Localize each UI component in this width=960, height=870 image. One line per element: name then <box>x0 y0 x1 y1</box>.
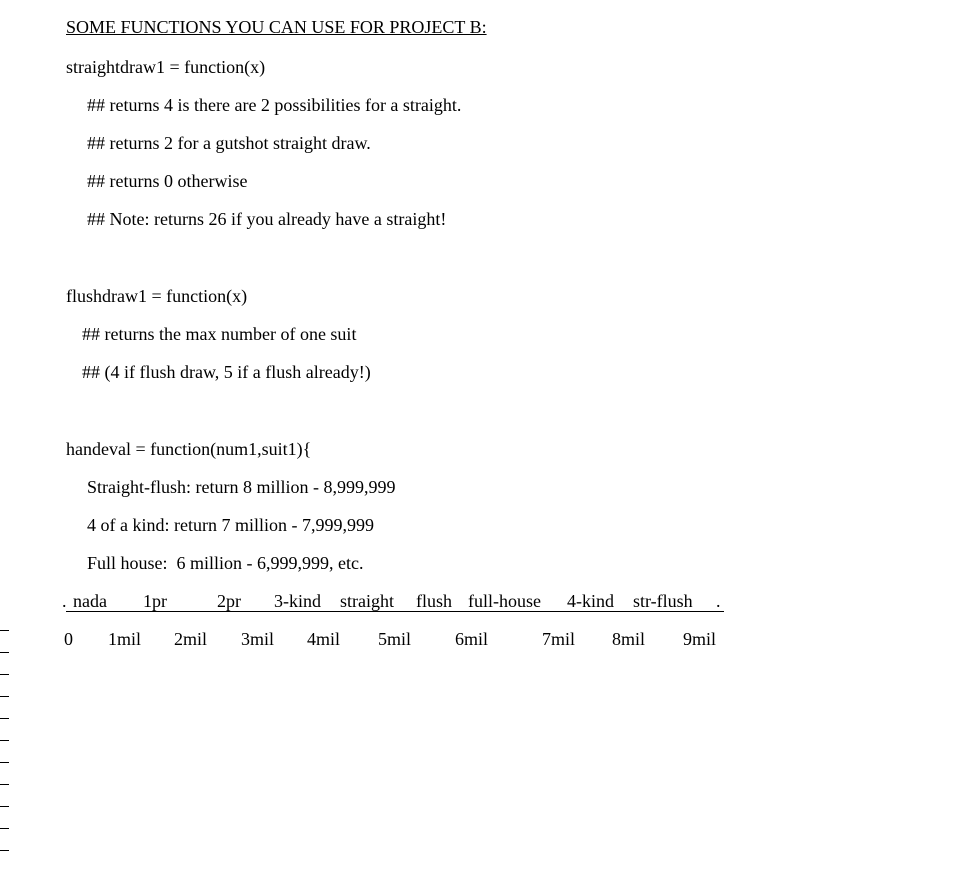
scale-name: 2pr <box>217 591 241 611</box>
handeval-line: 4 of a kind: return 7 million - 7,999,999 <box>87 515 374 535</box>
scale-name: straight <box>340 591 394 611</box>
handeval-line: Straight-flush: return 8 million - 8,999,999 <box>87 477 396 497</box>
scale-name: . <box>62 591 67 611</box>
handeval-signature: handeval = function(num1,suit1){ <box>66 439 312 459</box>
straightdraw-signature: straightdraw1 = function(x) <box>66 57 266 77</box>
hand-rank-scale-names <box>0 590 721 612</box>
scale-name: nada <box>73 591 107 611</box>
scale-value: 1mil <box>108 629 142 649</box>
straightdraw-comment: ## returns 0 otherwise <box>87 171 248 191</box>
scale-name: . <box>716 591 721 611</box>
scale-value: 8mil <box>612 629 646 649</box>
scale-name: flush <box>416 591 452 611</box>
scale-name: 4-kind <box>567 591 614 611</box>
flushdraw-comment: ## returns the max number of one suit <box>82 324 357 344</box>
scale-value: 4mil <box>307 629 341 649</box>
scale-name: full-house <box>468 591 541 611</box>
straightdraw-comment: ## returns 2 for a gutshot straight draw. <box>87 133 371 153</box>
scale-underline <box>66 611 724 612</box>
flushdraw-signature: flushdraw1 = function(x) <box>66 286 248 306</box>
flushdraw-comment: ## (4 if flush draw, 5 if a flush already!) <box>82 362 371 382</box>
scale-value: 2mil <box>174 629 208 649</box>
hand-rank-scale-values <box>0 628 717 650</box>
scale-value: 0 <box>64 629 73 649</box>
scale-value: 6mil <box>455 629 489 649</box>
straightdraw-comment: ## Note: returns 26 if you already have a straight! <box>87 209 447 229</box>
scale-value: 9mil <box>683 629 717 649</box>
scale-value: 3mil <box>241 629 275 649</box>
scale-name: 3-kind <box>274 591 321 611</box>
page-title: SOME FUNCTIONS YOU CAN USE FOR PROJECT B: <box>66 17 487 37</box>
scale-name: str-flush <box>633 591 693 611</box>
handeval-line: Full house: 6 million - 6,999,999, etc. <box>87 553 364 573</box>
scale-value: 5mil <box>378 629 412 649</box>
scale-name: 1pr <box>143 591 167 611</box>
straightdraw-comment: ## returns 4 is there are 2 possibilities for a straight. <box>87 95 462 115</box>
scale-value: 7mil <box>542 629 576 649</box>
